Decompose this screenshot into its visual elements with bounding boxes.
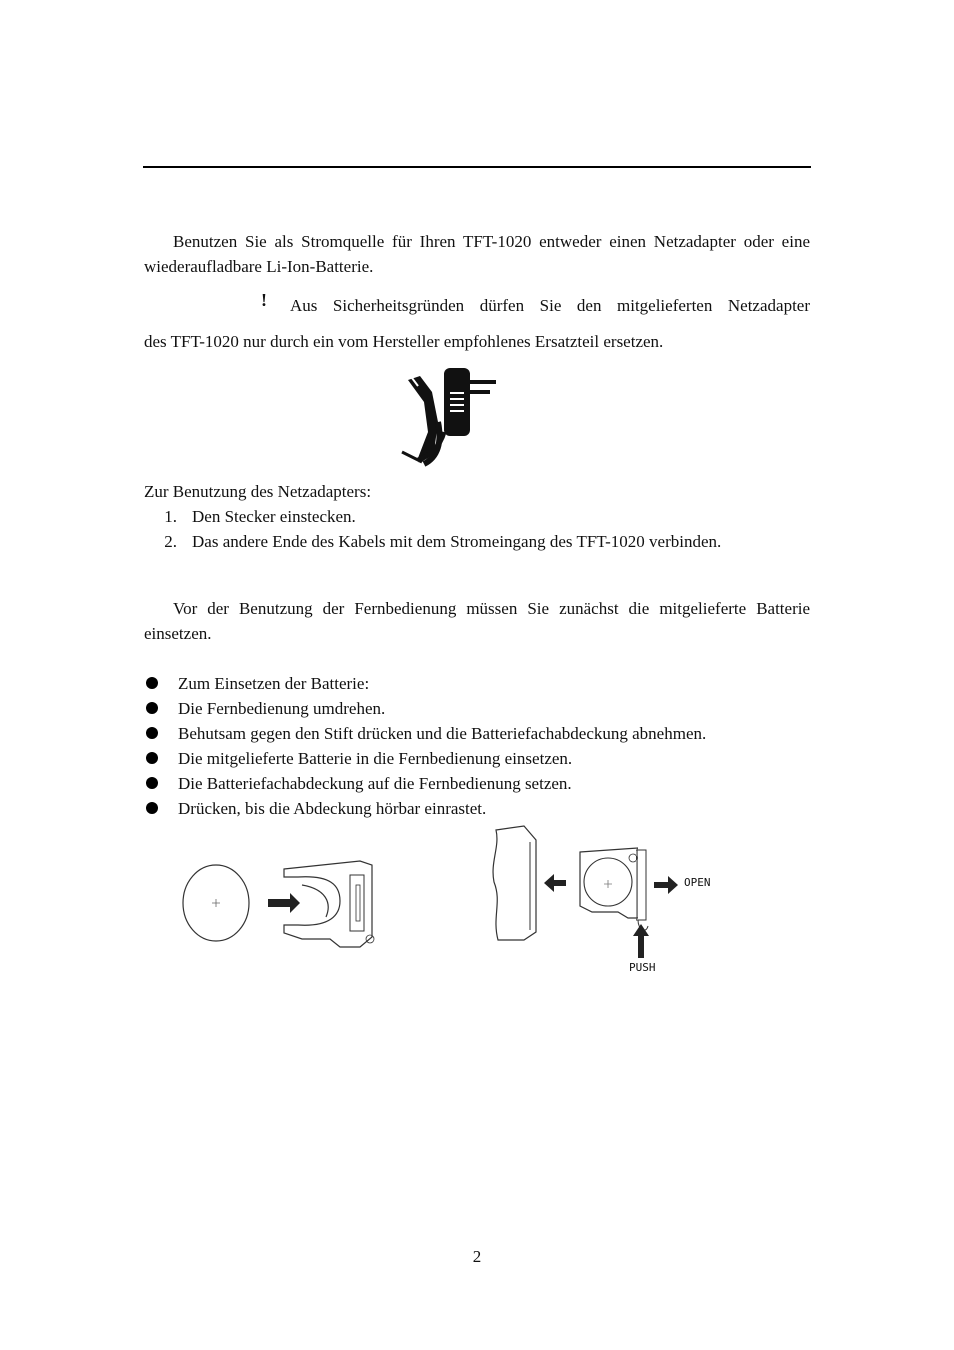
bullet-dot xyxy=(146,777,158,789)
bullet-item-5: Die Batteriefachabdeckung auf die Fernbedienung setzen. xyxy=(178,774,572,793)
bullet-dot xyxy=(146,677,158,689)
usage-heading: Zur Benutzung des Netzadapters: xyxy=(144,482,372,501)
remote-intro-paragraph xyxy=(144,596,810,646)
header-rule xyxy=(143,166,811,168)
bullet-dot xyxy=(146,802,158,814)
warning-line-2: des TFT-1020 nur durch ein vom Hersteller empfohlenes Ersatzteil ersetzen. xyxy=(144,332,664,351)
open-label: OPEN xyxy=(684,876,711,889)
warning-mark: ! xyxy=(261,290,267,310)
bullet-item-3: Behutsam gegen den Stift drücken und die Batteriefachabdeckung abnehmen. xyxy=(178,724,707,743)
step-1-text: Den Stecker einstecken. xyxy=(192,507,356,526)
bullet-item-2: Die Fernbedienung umdrehen. xyxy=(178,699,386,718)
bullet-dot xyxy=(146,702,158,714)
power-adapter-illustration xyxy=(398,362,502,470)
warning-line-1: Aus Sicherheitsgründen dürfen Sie den mitgelieferten Netzadapter xyxy=(290,296,810,315)
remote-cover-illustration xyxy=(488,822,638,946)
power-intro-text: Benutzen Sie als Stromquelle für Ihren TFT-1020 entweder einen Netzadapter oder eine wiederaufladbare Li-Ion-Batterie. xyxy=(144,232,810,276)
bullet-item-1: Zum Einsetzen der Batterie: xyxy=(178,674,370,693)
page-number: 2 xyxy=(472,1247,482,1266)
power-intro-paragraph xyxy=(144,229,810,279)
remote-intro-text: Vor der Benutzung der Fernbedienung müssen Sie zunächst die mitgelieferte Batterie einsetzen. xyxy=(144,599,810,643)
battery-insert-illustration xyxy=(180,855,380,955)
bullet-item-6: Drücken, bis die Abdeckung hörbar einrastet. xyxy=(178,799,487,818)
step-2-text: Das andere Ende des Kabels mit dem Stromeingang des TFT-1020 verbinden. xyxy=(192,532,722,551)
step-2-number: 2. xyxy=(164,532,177,551)
step-1-number: 1. xyxy=(164,507,177,526)
push-label: PUSH xyxy=(629,961,656,974)
bullet-dot xyxy=(146,752,158,764)
bullet-item-4: Die mitgelieferte Batterie in die Fernbedienung einsetzen. xyxy=(178,749,573,768)
bullet-dot xyxy=(146,727,158,739)
push-arrow-icon xyxy=(633,924,649,958)
